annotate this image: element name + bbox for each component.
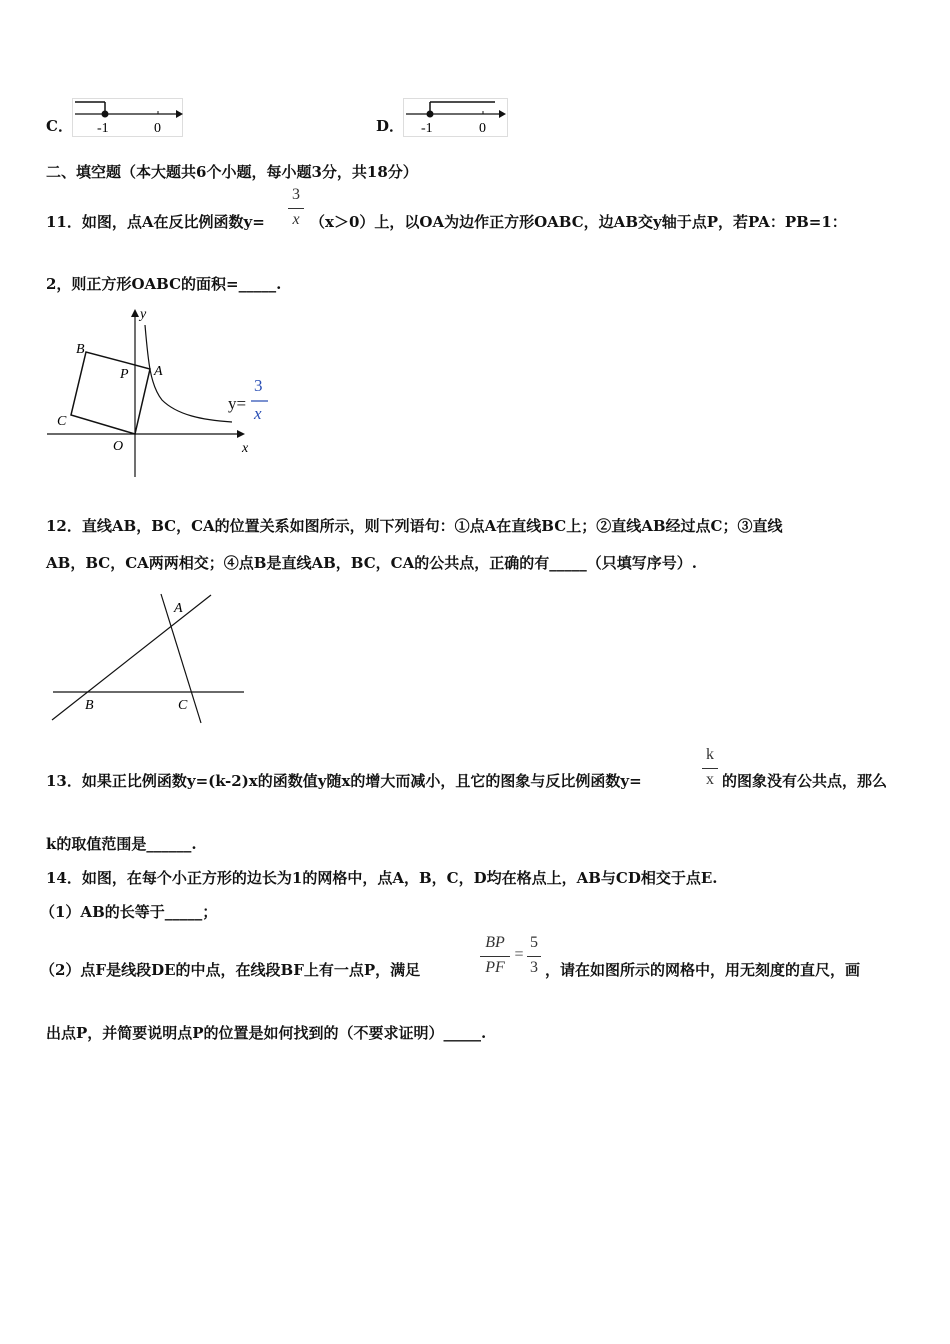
figure-border <box>73 99 183 137</box>
q11-frac-bar <box>288 208 304 209</box>
q13-frac-num: k <box>706 746 714 763</box>
q14-part1: （1）AB的长等于_____； <box>40 903 218 921</box>
label-x: x <box>242 441 249 456</box>
label-c: C <box>57 414 67 429</box>
label-p: P <box>120 367 129 382</box>
figure-border <box>404 99 508 137</box>
label-y: y <box>140 307 147 322</box>
q11-frac-den: x <box>292 211 300 228</box>
tick-label: -1 <box>97 121 109 136</box>
func-prefix: y= <box>228 394 247 413</box>
label-b: B <box>76 342 85 357</box>
q14-frac1-num: BP <box>485 934 505 951</box>
q14-part2-a: （2）点F是线段DE的中点，在线段BF上有一点P，满足 <box>40 961 421 979</box>
label-b: B <box>85 698 94 713</box>
q13-text-2: k的取值范围是______. <box>46 835 197 853</box>
q14-text-1: 14．如图，在每个小正方形的边长为1的网格中，点A，B，C，D均在格点上，AB与CD相交于点E. <box>46 869 718 887</box>
q13-frac-den: x <box>706 771 714 788</box>
q12-figure <box>48 590 248 728</box>
q14-frac2-num: 5 <box>530 934 538 951</box>
solid-dot <box>102 111 109 118</box>
q11-figure <box>42 305 292 480</box>
tick-label: 0 <box>154 121 161 136</box>
tick-label: 0 <box>479 121 486 136</box>
q14-frac1-bar <box>480 956 510 957</box>
section-heading: 二、填空题（本大题共6个小题，每小题3分，共18分） <box>46 163 418 181</box>
option-d-label: D． <box>376 117 405 135</box>
x-arrow-icon <box>237 430 245 438</box>
q11-text-2: 2，则正方形OABC的面积=_____. <box>46 275 282 293</box>
y-arrow-icon <box>131 309 139 317</box>
q12-text-2: AB，BC，CA两两相交；④点B是直线AB，BC，CA的公共点，正确的有_____（只填写序号）. <box>46 554 697 572</box>
label-a: A <box>154 364 163 379</box>
q14-text-3: 出点P，并简要说明点P的位置是如何找到的（不要求证明）_____. <box>46 1024 487 1042</box>
q13-frac-bar <box>702 768 718 769</box>
arrow-icon <box>499 110 506 118</box>
q11-text-b: （x＞0）上，以OA为边作正方形OABC，边AB交y轴于点P，若PA：PB=1： <box>310 213 847 231</box>
square-oabc <box>71 352 150 434</box>
label-a: A <box>174 601 183 616</box>
number-line-c <box>72 98 184 138</box>
func-den: x <box>254 404 262 423</box>
q13-text-a: 13．如果正比例函数y=(k-2)x的函数值y随x的增大而减小，且它的图象与反比例函数y= <box>46 772 642 790</box>
number-line-d <box>403 98 509 138</box>
func-num: 3 <box>254 376 263 395</box>
label-c: C <box>178 698 188 713</box>
solid-dot <box>427 111 434 118</box>
q12-text-1: 12．直线AB，BC，CA的位置关系如图所示，则下列语句：①点A在直线BC上；②直线AB经过点C；③直线 <box>46 517 783 535</box>
q14-frac2-den: 3 <box>530 959 538 976</box>
q11-text-a: 11．如图，点A在反比例函数y= <box>46 213 265 231</box>
label-o: O <box>113 439 124 454</box>
arrow-icon <box>176 110 183 118</box>
q14-frac2-bar <box>527 956 541 957</box>
option-c-label: C． <box>46 117 73 135</box>
tick-label: -1 <box>421 121 433 136</box>
q13-text-b: 的图象没有公共点，那么 <box>722 772 888 790</box>
q11-frac-num: 3 <box>292 186 300 203</box>
q14-eq: = <box>514 946 524 963</box>
q14-frac1-den: PF <box>485 959 505 976</box>
q14-part2-b: ，请在如图所示的网格中，用无刻度的直尺，画 <box>545 961 861 979</box>
